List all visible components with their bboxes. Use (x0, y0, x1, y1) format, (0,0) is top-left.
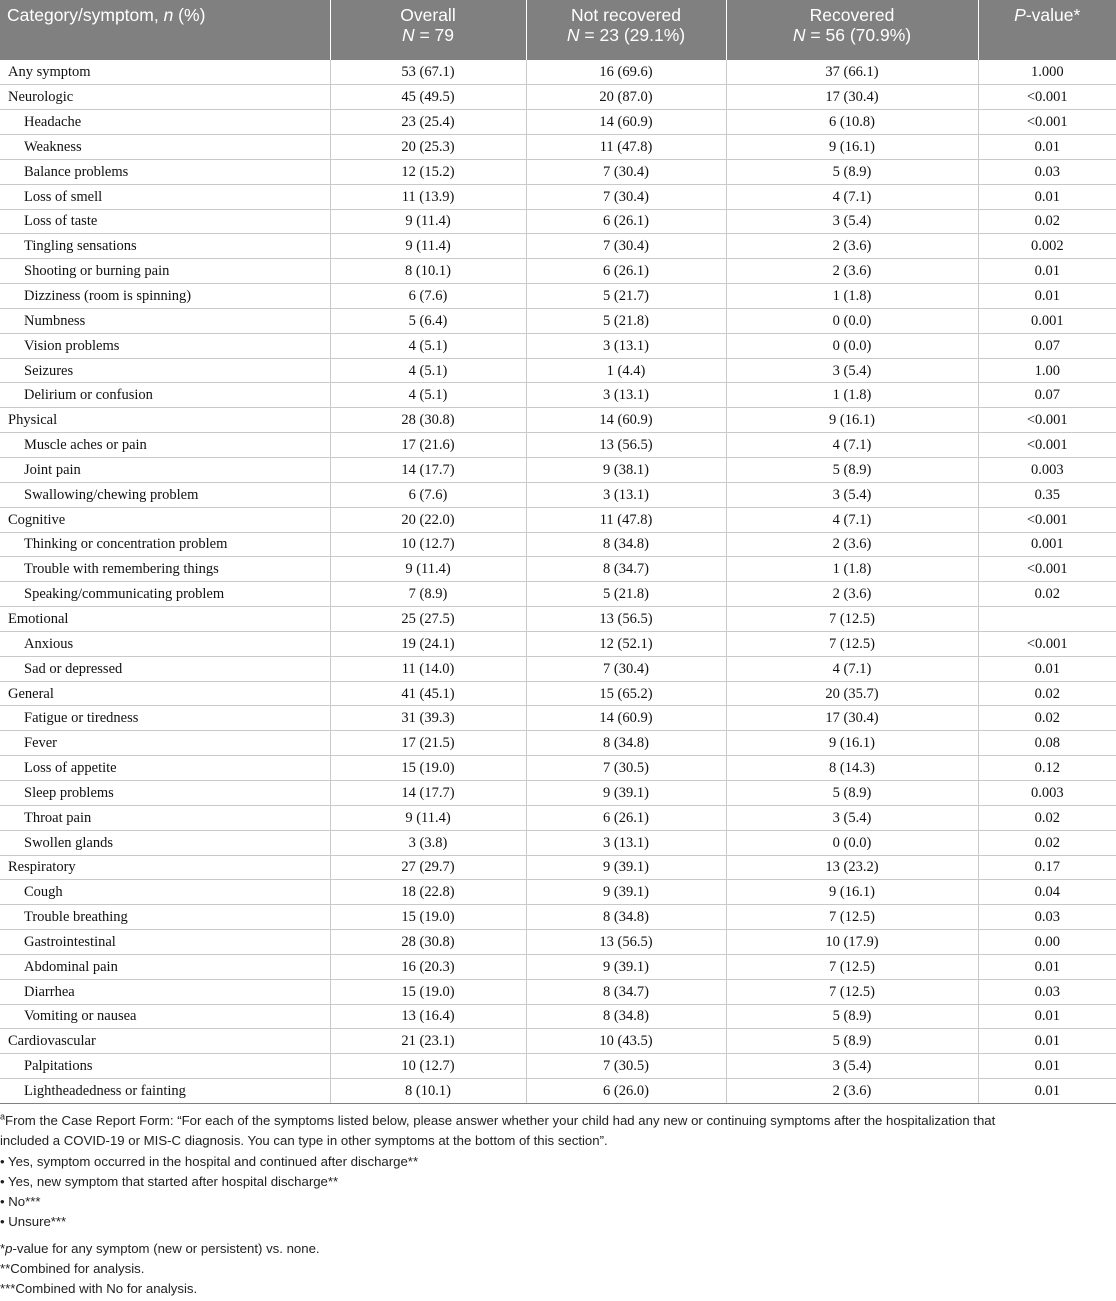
cell-overall: 19 (24.1) (330, 631, 526, 656)
cell-recovered: 5 (8.9) (726, 458, 978, 483)
cell-category: Lightheadedness or fainting (0, 1079, 330, 1104)
cell-recovered: 1 (1.8) (726, 557, 978, 582)
table-row (0, 805, 1116, 830)
cell-category: Speaking/communicating problem (0, 582, 330, 607)
cell-p-value: 0.01 (978, 1054, 1116, 1079)
cell-recovered: 0 (0.0) (726, 333, 978, 358)
cell-overall: 11 (14.0) (330, 656, 526, 681)
cell-category: Trouble with remembering things (0, 557, 330, 582)
cell-recovered: 4 (7.1) (726, 656, 978, 681)
cell-category: Vision problems (0, 333, 330, 358)
cell-overall: 3 (3.8) (330, 830, 526, 855)
cell-overall: 6 (7.6) (330, 482, 526, 507)
cell-not-recovered: 7 (30.4) (526, 184, 726, 209)
cell-p-value: 0.02 (978, 209, 1116, 234)
cell-overall: 9 (11.4) (330, 805, 526, 830)
cell-not-recovered: 10 (43.5) (526, 1029, 726, 1054)
cell-recovered: 5 (8.9) (726, 159, 978, 184)
cell-recovered: 4 (7.1) (726, 507, 978, 532)
cell-recovered: 5 (8.9) (726, 780, 978, 805)
table-row (0, 631, 1116, 656)
cell-p-value: 0.03 (978, 979, 1116, 1004)
cell-p-value: 0.01 (978, 184, 1116, 209)
cell-recovered: 1 (1.8) (726, 284, 978, 309)
cell-category: Cough (0, 880, 330, 905)
cell-recovered: 0 (0.0) (726, 830, 978, 855)
cell-not-recovered: 9 (38.1) (526, 458, 726, 483)
table-row (0, 110, 1116, 135)
cell-category: Sad or depressed (0, 656, 330, 681)
cell-p-value: 0.35 (978, 482, 1116, 507)
cell-not-recovered: 8 (34.8) (526, 1004, 726, 1029)
cell-overall: 9 (11.4) (330, 557, 526, 582)
cell-overall: 28 (30.8) (330, 408, 526, 433)
table-row (0, 507, 1116, 532)
cell-category: Throat pain (0, 805, 330, 830)
cell-category: Cognitive (0, 507, 330, 532)
table-body (0, 60, 1116, 1103)
cell-p-value: 0.01 (978, 1004, 1116, 1029)
cell-category: Physical (0, 408, 330, 433)
cell-category: Seizures (0, 358, 330, 383)
header-category: Category/symptom, n (%) (0, 0, 330, 60)
footnote-double-star: **Combined for analysis. (0, 1261, 145, 1277)
cell-not-recovered: 5 (21.7) (526, 284, 726, 309)
cell-overall: 25 (27.5) (330, 607, 526, 632)
cell-overall: 5 (6.4) (330, 308, 526, 333)
cell-p-value: 0.01 (978, 656, 1116, 681)
cell-not-recovered: 13 (56.5) (526, 433, 726, 458)
cell-not-recovered: 9 (39.1) (526, 880, 726, 905)
cell-overall: 15 (19.0) (330, 905, 526, 930)
cell-overall: 10 (12.7) (330, 532, 526, 557)
cell-recovered: 10 (17.9) (726, 930, 978, 955)
cell-not-recovered: 3 (13.1) (526, 482, 726, 507)
table-row (0, 607, 1116, 632)
cell-p-value: 1.00 (978, 358, 1116, 383)
cell-p-value: <0.001 (978, 110, 1116, 135)
cell-recovered: 3 (5.4) (726, 805, 978, 830)
cell-not-recovered: 6 (26.1) (526, 805, 726, 830)
table-row (0, 1029, 1116, 1054)
table-header-row (0, 0, 1116, 60)
cell-not-recovered: 5 (21.8) (526, 308, 726, 333)
cell-p-value: 0.03 (978, 905, 1116, 930)
cell-recovered: 2 (3.6) (726, 532, 978, 557)
header-overall: Overall N = 79 (330, 0, 526, 60)
cell-not-recovered: 3 (13.1) (526, 383, 726, 408)
cell-p-value: 0.08 (978, 731, 1116, 756)
cell-not-recovered: 6 (26.0) (526, 1079, 726, 1104)
cell-category: Swollen glands (0, 830, 330, 855)
cell-recovered: 9 (16.1) (726, 880, 978, 905)
cell-p-value: 0.01 (978, 259, 1116, 284)
cell-recovered: 7 (12.5) (726, 631, 978, 656)
table-row (0, 1079, 1116, 1104)
cell-recovered: 7 (12.5) (726, 905, 978, 930)
cell-p-value (978, 607, 1116, 632)
cell-p-value: 1.000 (978, 60, 1116, 85)
cell-not-recovered: 11 (47.8) (526, 135, 726, 160)
cell-not-recovered: 6 (26.1) (526, 209, 726, 234)
cell-p-value: 0.17 (978, 855, 1116, 880)
cell-p-value: <0.001 (978, 433, 1116, 458)
cell-not-recovered: 14 (60.9) (526, 110, 726, 135)
table-row (0, 855, 1116, 880)
table-row (0, 284, 1116, 309)
cell-not-recovered: 3 (13.1) (526, 333, 726, 358)
table-row (0, 930, 1116, 955)
cell-not-recovered: 11 (47.8) (526, 507, 726, 532)
cell-recovered: 2 (3.6) (726, 1079, 978, 1104)
table-row (0, 135, 1116, 160)
cell-category: Loss of appetite (0, 756, 330, 781)
cell-recovered: 13 (23.2) (726, 855, 978, 880)
cell-not-recovered: 8 (34.8) (526, 731, 726, 756)
header-recovered: Recovered N = 56 (70.9%) (726, 0, 978, 60)
table-row (0, 532, 1116, 557)
cell-p-value: 0.04 (978, 880, 1116, 905)
cell-recovered: 3 (5.4) (726, 358, 978, 383)
cell-category: Joint pain (0, 458, 330, 483)
cell-not-recovered: 5 (21.8) (526, 582, 726, 607)
cell-recovered: 17 (30.4) (726, 706, 978, 731)
cell-not-recovered: 7 (30.5) (526, 1054, 726, 1079)
footnote-bullet: • No*** (0, 1194, 41, 1210)
cell-not-recovered: 8 (34.7) (526, 557, 726, 582)
cell-overall: 8 (10.1) (330, 259, 526, 284)
table-row (0, 159, 1116, 184)
cell-category: Loss of smell (0, 184, 330, 209)
table-row (0, 681, 1116, 706)
cell-category: Sleep problems (0, 780, 330, 805)
cell-p-value: 0.01 (978, 1029, 1116, 1054)
cell-p-value: 0.02 (978, 582, 1116, 607)
cell-category: Headache (0, 110, 330, 135)
cell-category: Anxious (0, 631, 330, 656)
cell-p-value: <0.001 (978, 408, 1116, 433)
cell-overall: 14 (17.7) (330, 780, 526, 805)
cell-overall: 17 (21.6) (330, 433, 526, 458)
cell-category: Cardiovascular (0, 1029, 330, 1054)
cell-overall: 14 (17.7) (330, 458, 526, 483)
table-row (0, 458, 1116, 483)
cell-recovered: 7 (12.5) (726, 607, 978, 632)
cell-overall: 6 (7.6) (330, 284, 526, 309)
cell-not-recovered: 14 (60.9) (526, 706, 726, 731)
footnote-a: $^a$From the Case Report Form: “For each of the symptoms listed below, please answer whether your child had any new or continuing symptoms after the hospitalization that (0, 1111, 996, 1128)
cell-overall: 9 (11.4) (330, 234, 526, 259)
cell-category: Abdominal pain (0, 954, 330, 979)
table-row (0, 259, 1116, 284)
cell-not-recovered: 7 (30.5) (526, 756, 726, 781)
cell-overall: 10 (12.7) (330, 1054, 526, 1079)
cell-not-recovered: 8 (34.7) (526, 979, 726, 1004)
cell-overall: 20 (25.3) (330, 135, 526, 160)
cell-overall: 4 (5.1) (330, 358, 526, 383)
cell-p-value: 0.12 (978, 756, 1116, 781)
table-row (0, 582, 1116, 607)
cell-category: Fever (0, 731, 330, 756)
cell-recovered: 20 (35.7) (726, 681, 978, 706)
table-row (0, 184, 1116, 209)
table-row (0, 358, 1116, 383)
table-row (0, 209, 1116, 234)
cell-p-value: 0.001 (978, 308, 1116, 333)
cell-overall: 21 (23.1) (330, 1029, 526, 1054)
cell-not-recovered: 1 (4.4) (526, 358, 726, 383)
header-not-recovered: Not recovered N = 23 (29.1%) (526, 0, 726, 60)
cell-p-value: 0.02 (978, 706, 1116, 731)
table-row (0, 756, 1116, 781)
cell-not-recovered: 7 (30.4) (526, 234, 726, 259)
cell-recovered: 9 (16.1) (726, 731, 978, 756)
cell-category: Weakness (0, 135, 330, 160)
cell-recovered: 3 (5.4) (726, 1054, 978, 1079)
cell-p-value: 0.02 (978, 681, 1116, 706)
cell-recovered: 37 (66.1) (726, 60, 978, 85)
cell-category: Any symptom (0, 60, 330, 85)
cell-recovered: 7 (12.5) (726, 954, 978, 979)
cell-recovered: 9 (16.1) (726, 135, 978, 160)
cell-category: Shooting or burning pain (0, 259, 330, 284)
footnote-triple-star: ***Combined with No for analysis. (0, 1281, 198, 1297)
cell-category: Palpitations (0, 1054, 330, 1079)
cell-category: Swallowing/chewing problem (0, 482, 330, 507)
cell-overall: 15 (19.0) (330, 756, 526, 781)
cell-p-value: 0.003 (978, 780, 1116, 805)
cell-not-recovered: 6 (26.1) (526, 259, 726, 284)
cell-not-recovered: 13 (56.5) (526, 607, 726, 632)
table-row (0, 780, 1116, 805)
cell-overall: 13 (16.4) (330, 1004, 526, 1029)
cell-category: Gastrointestinal (0, 930, 330, 955)
table-row (0, 234, 1116, 259)
table-row (0, 482, 1116, 507)
cell-overall: 4 (5.1) (330, 383, 526, 408)
cell-category: Emotional (0, 607, 330, 632)
cell-category: Trouble breathing (0, 905, 330, 930)
cell-recovered: 6 (10.8) (726, 110, 978, 135)
footnote-star: *p-value for any symptom (new or persistent) vs. none. (0, 1240, 320, 1256)
cell-recovered: 2 (3.6) (726, 234, 978, 259)
cell-not-recovered: 14 (60.9) (526, 408, 726, 433)
cell-not-recovered: 9 (39.1) (526, 780, 726, 805)
cell-overall: 45 (49.5) (330, 85, 526, 110)
footnote-bullet: • Yes, new symptom that started after hospital discharge** (0, 1173, 339, 1189)
cell-p-value: <0.001 (978, 507, 1116, 532)
cell-overall: 41 (45.1) (330, 681, 526, 706)
cell-recovered: 4 (7.1) (726, 184, 978, 209)
cell-p-value: 0.01 (978, 1079, 1116, 1104)
table-row (0, 905, 1116, 930)
cell-overall: 7 (8.9) (330, 582, 526, 607)
cell-overall: 20 (22.0) (330, 507, 526, 532)
cell-not-recovered: 8 (34.8) (526, 905, 726, 930)
cell-p-value: 0.02 (978, 805, 1116, 830)
cell-p-value: 0.00 (978, 930, 1116, 955)
cell-overall: 8 (10.1) (330, 1079, 526, 1104)
table-row (0, 383, 1116, 408)
cell-category: Dizziness (room is spinning) (0, 284, 330, 309)
cell-recovered: 2 (3.6) (726, 582, 978, 607)
cell-p-value: <0.001 (978, 631, 1116, 656)
cell-p-value: 0.01 (978, 284, 1116, 309)
cell-category: Loss of taste (0, 209, 330, 234)
cell-not-recovered: 8 (34.8) (526, 532, 726, 557)
cell-category: Respiratory (0, 855, 330, 880)
footnote-bullet: • Yes, symptom occurred in the hospital and continued after discharge** (0, 1153, 419, 1169)
table-row (0, 433, 1116, 458)
cell-not-recovered: 16 (69.6) (526, 60, 726, 85)
cell-category: Muscle aches or pain (0, 433, 330, 458)
cell-overall: 4 (5.1) (330, 333, 526, 358)
table-row (0, 557, 1116, 582)
cell-not-recovered: 12 (52.1) (526, 631, 726, 656)
cell-not-recovered: 7 (30.4) (526, 656, 726, 681)
table-row (0, 308, 1116, 333)
footnote-bullet: • Unsure*** (0, 1214, 67, 1230)
cell-category: Thinking or concentration problem (0, 532, 330, 557)
cell-category: Numbness (0, 308, 330, 333)
cell-recovered: 9 (16.1) (726, 408, 978, 433)
table-row (0, 408, 1116, 433)
cell-category: General (0, 681, 330, 706)
cell-recovered: 17 (30.4) (726, 85, 978, 110)
cell-category: Diarrhea (0, 979, 330, 1004)
table-row (0, 1054, 1116, 1079)
table-row (0, 60, 1116, 85)
cell-recovered: 5 (8.9) (726, 1029, 978, 1054)
table-row (0, 830, 1116, 855)
cell-overall: 12 (15.2) (330, 159, 526, 184)
table-footnotes (0, 1111, 1110, 1300)
cell-overall: 31 (39.3) (330, 706, 526, 731)
header-p-value: P-value* (978, 0, 1116, 60)
cell-overall: 17 (21.5) (330, 731, 526, 756)
cell-p-value: 0.07 (978, 383, 1116, 408)
cell-overall: 16 (20.3) (330, 954, 526, 979)
cell-recovered: 1 (1.8) (726, 383, 978, 408)
table-row (0, 1004, 1116, 1029)
cell-not-recovered: 3 (13.1) (526, 830, 726, 855)
cell-overall: 53 (67.1) (330, 60, 526, 85)
cell-p-value: 0.07 (978, 333, 1116, 358)
table-row (0, 979, 1116, 1004)
cell-overall: 9 (11.4) (330, 209, 526, 234)
cell-overall: 11 (13.9) (330, 184, 526, 209)
table-row (0, 880, 1116, 905)
cell-category: Tingling sensations (0, 234, 330, 259)
cell-recovered: 4 (7.1) (726, 433, 978, 458)
cell-recovered: 8 (14.3) (726, 756, 978, 781)
cell-overall: 23 (25.4) (330, 110, 526, 135)
cell-p-value: 0.01 (978, 135, 1116, 160)
cell-p-value: 0.02 (978, 830, 1116, 855)
cell-overall: 15 (19.0) (330, 979, 526, 1004)
cell-recovered: 3 (5.4) (726, 482, 978, 507)
cell-not-recovered: 20 (87.0) (526, 85, 726, 110)
cell-not-recovered: 9 (39.1) (526, 954, 726, 979)
cell-recovered: 7 (12.5) (726, 979, 978, 1004)
cell-recovered: 2 (3.6) (726, 259, 978, 284)
cell-overall: 28 (30.8) (330, 930, 526, 955)
cell-p-value: 0.003 (978, 458, 1116, 483)
table-row (0, 333, 1116, 358)
cell-p-value: 0.01 (978, 954, 1116, 979)
table-row (0, 656, 1116, 681)
cell-category: Delirium or confusion (0, 383, 330, 408)
cell-p-value: 0.002 (978, 234, 1116, 259)
cell-not-recovered: 15 (65.2) (526, 681, 726, 706)
cell-p-value: <0.001 (978, 85, 1116, 110)
cell-overall: 18 (22.8) (330, 880, 526, 905)
table-row (0, 954, 1116, 979)
cell-recovered: 0 (0.0) (726, 308, 978, 333)
table-row (0, 731, 1116, 756)
cell-category: Neurologic (0, 85, 330, 110)
table-row (0, 706, 1116, 731)
cell-p-value: <0.001 (978, 557, 1116, 582)
cell-category: Fatigue or tiredness (0, 706, 330, 731)
table-row (0, 85, 1116, 110)
cell-category: Balance problems (0, 159, 330, 184)
cell-recovered: 5 (8.9) (726, 1004, 978, 1029)
footnote-a-cont: included a COVID-19 or MIS-C diagnosis. You can type in other symptoms at the bottom of this section”. (0, 1133, 608, 1149)
cell-not-recovered: 9 (39.1) (526, 855, 726, 880)
cell-recovered: 3 (5.4) (726, 209, 978, 234)
cell-p-value: 0.001 (978, 532, 1116, 557)
cell-not-recovered: 13 (56.5) (526, 930, 726, 955)
cell-not-recovered: 7 (30.4) (526, 159, 726, 184)
cell-overall: 27 (29.7) (330, 855, 526, 880)
cell-category: Vomiting or nausea (0, 1004, 330, 1029)
cell-p-value: 0.03 (978, 159, 1116, 184)
